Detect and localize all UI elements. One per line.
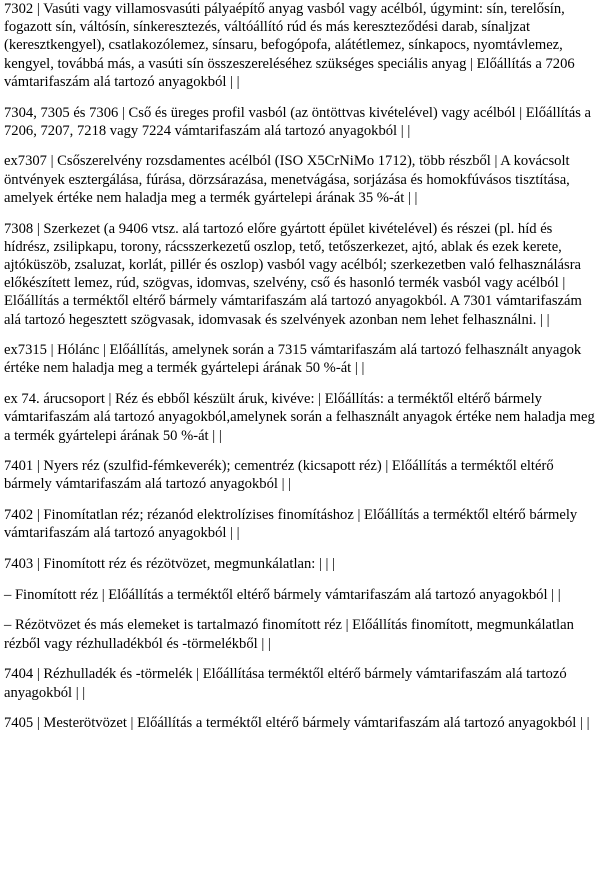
entry-7404: 7404 | Rézhulladék és -törmelék | Előállítása terméktől eltérő bármely vámtarifaszám alá tartozó anyagokból | |: [4, 666, 567, 701]
entry-7302: 7302 | Vasúti vagy villamosvasúti pályaépítő anyag vasból vagy acélból, úgymint: sín, terelősín, fogazott sín, váltósín, sínkeresztezés, váltóállító rúd és más kereszteződési darab, sínaljzat (keresztkengyel), csatlakozólemez, sínsaru, befogópofa, alátétlemez, sínkapocs, nyomtávlemez, kengyel, továbbá más, a vasúti sín összeszereléséhez szükséges speciális anyag | Előállítás a 7206 vámtarifaszám alá tartozó anyagokból | |: [4, 1, 575, 90]
entry-7403-refined-copper: – Finomított réz | Előállítás a terméktől eltérő bármely vámtarifaszám alá tartozó anyagokból | |: [4, 586, 561, 603]
entry-ex7307: ex7307 | Csőszerelvény rozsdamentes acélból (ISO X5CrNiMo 1712), több részből | A kovácsolt öntvények esztergálása, fúrása, dörzsárazása, menetvágása, sorjázása és homokfúvásos tisztítása, amelyek értéke nem haladja meg a termék gyártelepi árának 35 %-át | |: [4, 153, 570, 206]
entry-7402: 7402 | Finomítatlan réz; rézanód elektrolízises finomításhoz | Előállítás a terméktől eltérő bármely vámtarifaszám alá tartozó anyagokból | |: [4, 507, 578, 542]
entry-7403: 7403 | Finomított réz és rézötvözet, megmunkálatlan: | | |: [4, 556, 336, 573]
entry-7304-7305-7306: 7304, 7305 és 7306 | Cső és üreges profil vasból (az öntöttvas kivételével) vagy acélból | Előállítás a 7206, 7207, 7218 vagy 7224 vámtarifaszám alá tartozó anyagokból | |: [4, 104, 592, 139]
document-body: [4, 0, 600, 745]
entry-7308: 7308 | Szerkezet (a 9406 vtsz. alá tartozó előre gyártott épület kivételével) és részei (pl. híd és hídrész, zsilipkapu, torony, rácsszerkezetű oszlop, tető, tetőszerkezet, ajtó, ablak és ezek kerete, ajtóküszöb, zsaluzat, korlát, pillér és oszlop) vasból vagy acélból; szerkezetben való felhasználásra előkészített lemez, rúd, szögvas, idomvas, szelvény, cső és hasonló termék vasból vagy acélból | Előállítás a terméktől eltérő bármely vámtarifaszám alá tartozó anyagokból. A 7301 vámtarifaszám alá tartozó hegesztett szögvasak, idomvasak és szelvények azonban nem lehet felhasználni. | |: [4, 220, 582, 328]
entry-7401: 7401 | Nyers réz (szulfid-fémkeverék); cementréz (kicsapott réz) | Előállítás a terméktől eltérő bármely vámtarifaszám alá tartozó anyagokból | |: [4, 458, 554, 493]
entry-7403-copper-alloy: – Rézötvözet és más elemeket is tartalmazó finomított réz | Előállítás finomított, megmunkálatlan rézből vagy rézhulladékból és -törmelékből | |: [4, 617, 574, 652]
entry-ex7315: ex7315 | Hólánc | Előállítás, amelynek során a 7315 vámtarifaszám alá tartozó felhasznált anyagok értéke nem haladja meg a termék gyártelepi árának 50 %-át | |: [4, 342, 582, 377]
entry-7405: 7405 | Mesterötvözet | Előállítás a terméktől eltérő bármely vámtarifaszám alá tartozó anyagokból | |: [4, 715, 590, 732]
entry-ex74: ex 74. árucsoport | Réz és ebből készült áruk, kivéve: | Előállítás: a terméktől eltérő bármely vámtarifaszám alá tartozó anyagokból,amelynek során a felhasznált anyagok értéke nem haladja meg a termék gyártelepi árának 50 %-át | |: [4, 391, 595, 444]
